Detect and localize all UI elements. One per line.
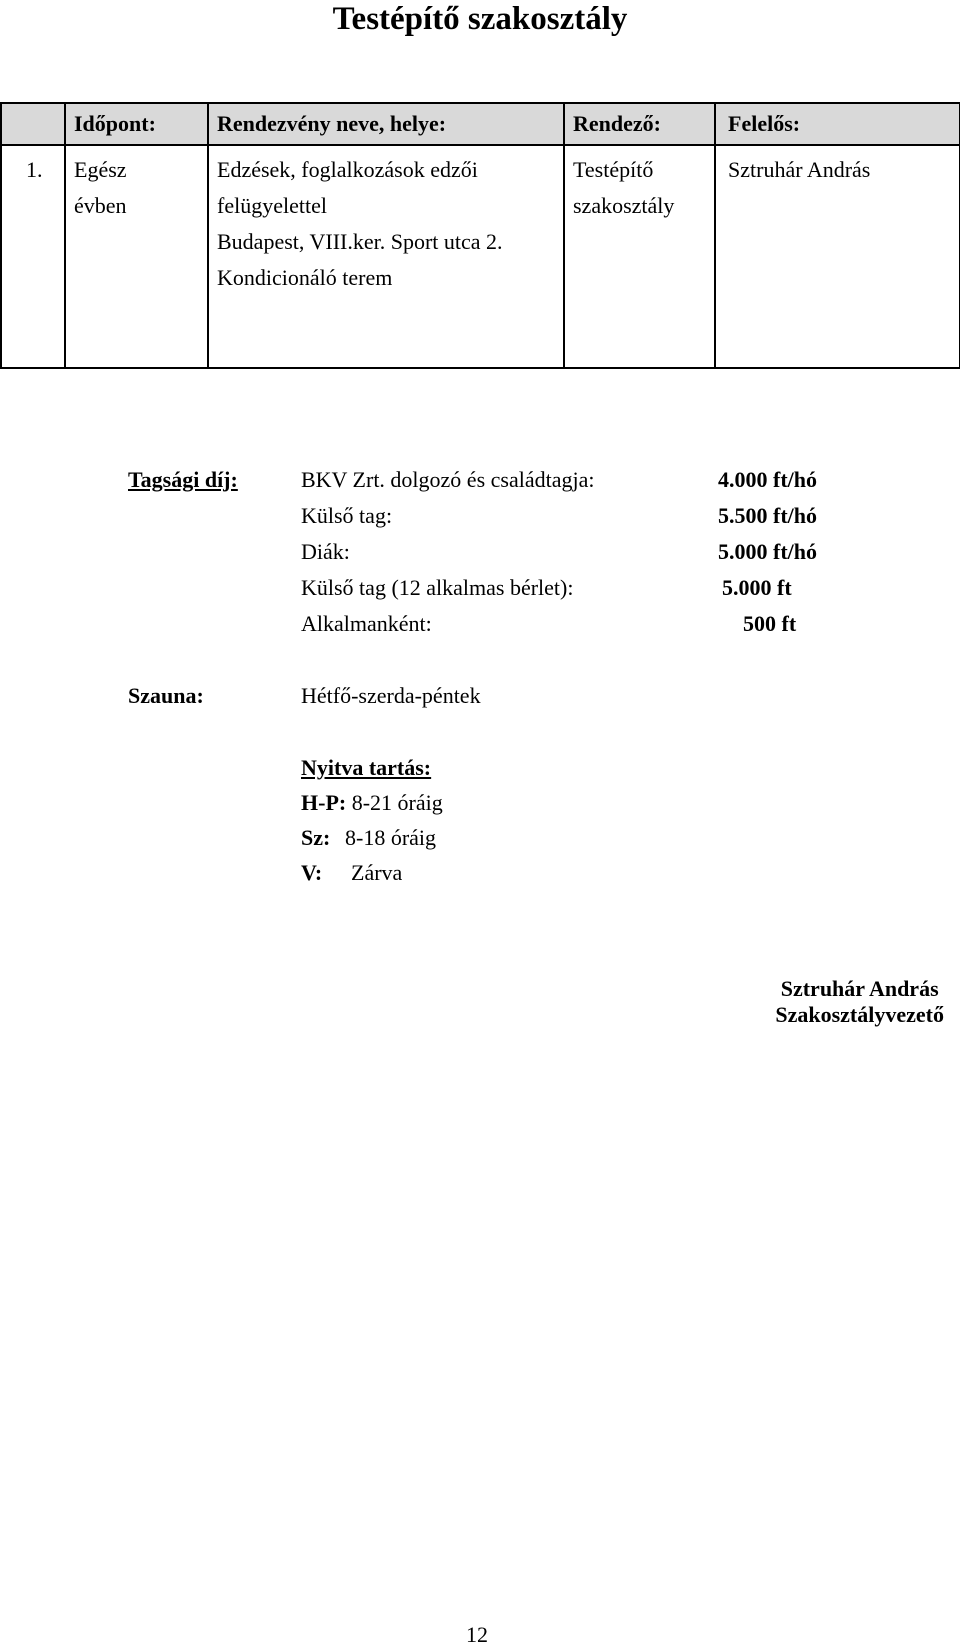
schedule-table (0, 102, 960, 369)
fee-desc: Alkalmanként: (301, 611, 432, 636)
fee-desc: Diák: (301, 539, 350, 564)
table-row (1, 145, 960, 368)
fee-price: 500 ft (743, 611, 797, 636)
fee-desc: BKV Zrt. dolgozó és családtagja: (301, 467, 595, 492)
fee-price: 5.000 ft (722, 575, 792, 600)
row-event-line: Budapest, VIII.ker. Sport utca 2. (217, 229, 503, 254)
sauna-label: Szauna: (128, 683, 204, 708)
hours-title: Nyitva tartás: (301, 755, 432, 780)
hours-day: H-P: (301, 790, 347, 815)
fees-label: Tagsági díj: (128, 467, 238, 492)
hours-day: V: (301, 860, 323, 885)
hours-row (301, 790, 443, 816)
table-header-row (1, 103, 960, 145)
hours-day: Sz: (301, 825, 331, 850)
row-number: 1. (1, 145, 65, 368)
sauna-days: Hétfő-szerda-péntek (301, 683, 481, 708)
fee-price: 5.500 ft/hó (718, 503, 817, 528)
header-blank (1, 103, 65, 145)
row-time-line1: Egész (74, 157, 127, 182)
fee-desc: Külső tag (12 alkalmas bérlet): (301, 575, 574, 600)
row-responsible: Sztruhár András (715, 145, 960, 368)
header-event: Rendezvény neve, helye: (208, 103, 564, 145)
hours-time: 8-18 óráig (345, 825, 437, 850)
row-time (65, 145, 208, 368)
hours-time: Zárva (351, 860, 403, 885)
header-time: Időpont: (65, 103, 208, 145)
hours-row (301, 860, 402, 886)
row-time-line2: évben (74, 193, 127, 218)
header-responsible: Felelős: (715, 103, 960, 145)
hours-time: 8-21 óráig (351, 790, 443, 815)
fee-price: 5.000 ft/hó (718, 539, 817, 564)
row-event-line: felügyelettel (217, 193, 327, 218)
fee-price: 4.000 ft/hó (718, 467, 817, 492)
row-organizer (564, 145, 715, 368)
signature-block (775, 976, 944, 1028)
hours-row (301, 825, 436, 851)
row-event (208, 145, 564, 368)
row-event-line: Edzések, foglalkozások edzői (217, 157, 478, 182)
row-event-line: Kondicionáló terem (217, 265, 393, 290)
fee-desc: Külső tag: (301, 503, 393, 528)
row-organizer-line2: szakosztály (573, 193, 675, 218)
page-title: Testépítő szakosztály (332, 1, 628, 37)
signature-name: Sztruhár András (780, 976, 939, 1001)
header-organizer: Rendező: (564, 103, 715, 145)
signature-role: Szakosztályvezető (775, 1002, 944, 1027)
page-number: 12 (466, 1622, 488, 1647)
row-organizer-line1: Testépítő (573, 157, 654, 182)
